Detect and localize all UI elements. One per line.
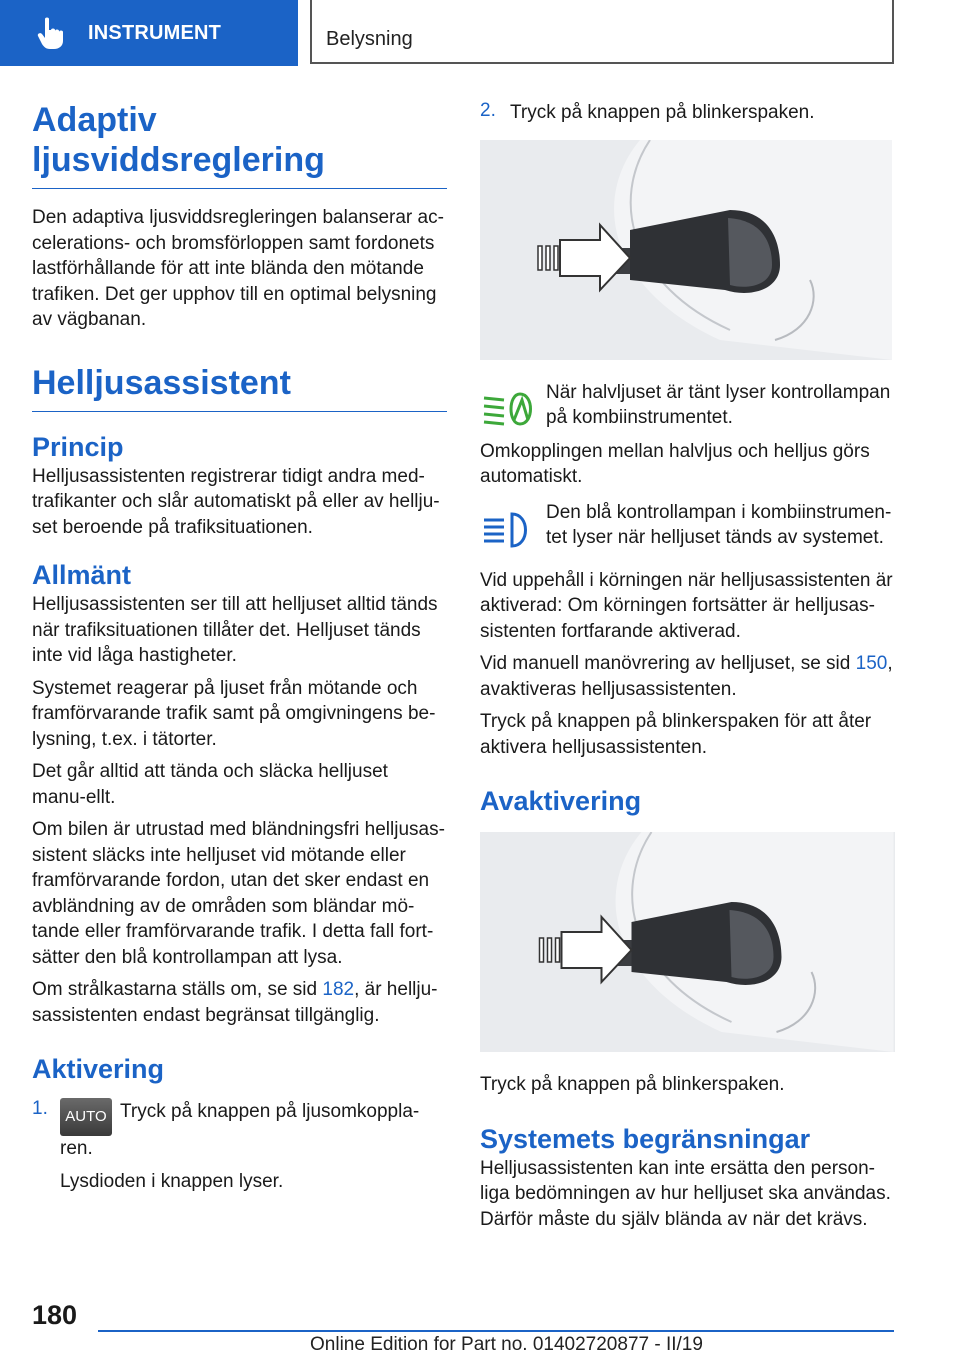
paragraph-begransningar: Helljusassistenten kan inte ersätta den person-liga bedömningen av hur helljuset ska användas. Därför måste du själv blända av när det krävs. [480,1157,891,1230]
stalk-illustration-svg [480,140,892,360]
edition-text: Online Edition for Part no. 01402720877 - II/19 [310,1334,703,1355]
chapter-tab [0,0,298,66]
paragraph-allmant-5: Om strålkastarna ställs om, se sid 182, är hellju-sassistenten endast begränsat tillgänglig. [32,979,438,1026]
indicator-text-2: Den blå kontrollampan i kombiinstrumen-tet lyser när helljuset tänds av systemet. [546,501,892,548]
indicator-row-2 [480,500,895,552]
high-beam-indicator-icon [480,508,540,552]
paragraph-omkoppling: Omkopplingen mellan halvljus och helljus görs automatiskt. [480,440,870,487]
stalk-illustration-svg [480,832,895,1052]
step-number: 1. [32,1098,48,1119]
page-number: 180 [32,1300,78,1330]
heading-adaptive: Adaptiv ljusviddsreglering [32,100,447,189]
left-column [32,100,447,1194]
paragraph-tryck-ater: Tryck på knappen på blinkerspaken för att åter aktivera helljusassistenten. [480,711,872,758]
paragraph-allmant-2: Systemet reagerar på ljuset från mötande och framförvarande trafik samt på omgivningens be-lysning, t.ex. i tätorter. [32,677,436,750]
section-label: Belysning [326,28,413,50]
step-number: 2. [480,100,496,121]
step-1-text: Tryck på knappen på ljusomkoppla-ren. [60,1101,420,1159]
step-2-text: Tryck på knappen på blinkerspaken. [510,102,815,123]
heading-allmant: Allmänt [32,560,132,590]
right-column [480,100,895,1232]
paragraph-allmant-4: Om bilen är utrustad med bländningsfri helljusas-sistent släcks inte helljuset vid mötande eller framförvarande fordon, utan det sker endast en avbländning av de områden som bländar mö-tande eller framförvarande trafik. I detta fall fort-sätter den blå kontrollampan att lysa. [32,819,445,968]
footer-divider [98,1330,894,1332]
auto-button-icon: AUTO [60,1098,112,1136]
chapter-label: INSTRUMENT [88,21,222,44]
heading-avaktivering: Avaktivering [480,786,642,816]
step-1-sub: Lysdioden i knappen lyser. [60,1170,284,1192]
page-link-182[interactable]: 182 [322,979,355,1000]
paragraph-tryck-blinker: Tryck på knappen på blinkerspaken. [480,1074,785,1095]
low-beam-indicator-icon [480,386,540,430]
heading-princip: Princip [32,431,124,462]
step-1 [32,1098,447,1194]
section-header [310,0,894,64]
paragraph-allmant-1: Helljusassistenten ser till att helljuset alltid tänds när trafiksituationen tillåter det. Helljuset tänds inte vid låga hastigheter. [32,594,438,666]
blinker-stalk-illustration-1 [480,140,892,360]
step-2 [480,100,895,126]
indicator-text-1: När halvljuset är tänt lyser kontrollampan på kombiinstrumentet. [546,381,891,428]
hand-pointer-icon [36,16,66,50]
paragraph-adaptive: Den adaptiva ljusviddsregleringen balanserar ac-celerations- och bromsförloppen samt fordonets lastförhållande för att inte blända den mötande trafiken. Det ger upphov till en optimal belysning av vägbanan. [32,207,444,330]
page-link-150[interactable]: 150 [855,653,888,674]
heading-assistant: Helljusassistent [32,363,447,412]
paragraph-princip: Helljusassistenten registrerar tidigt andra med-trafikanter och slår automatiskt på eller av hellju-set beroende på trafiksituationen. [32,465,440,538]
paragraph-allmant-3: Det går alltid att tända och släcka helljuset manu-ellt. [32,761,388,808]
heading-aktivering: Aktivering [32,1054,165,1084]
indicator-row-1 [480,380,895,431]
blinker-stalk-illustration-2 [480,832,895,1052]
paragraph-uppehall: Vid uppehåll i körningen när helljusassistenten är aktiverad: Om körningen fortsätter är helljusas-sistenten fortfarande aktiverad. [480,569,893,642]
paragraph-manuell: Vid manuell manövrering av helljuset, se sid 150, avaktiveras helljusassistenten. [480,653,893,700]
heading-begransningar: Systemets begränsningar [480,1123,811,1154]
